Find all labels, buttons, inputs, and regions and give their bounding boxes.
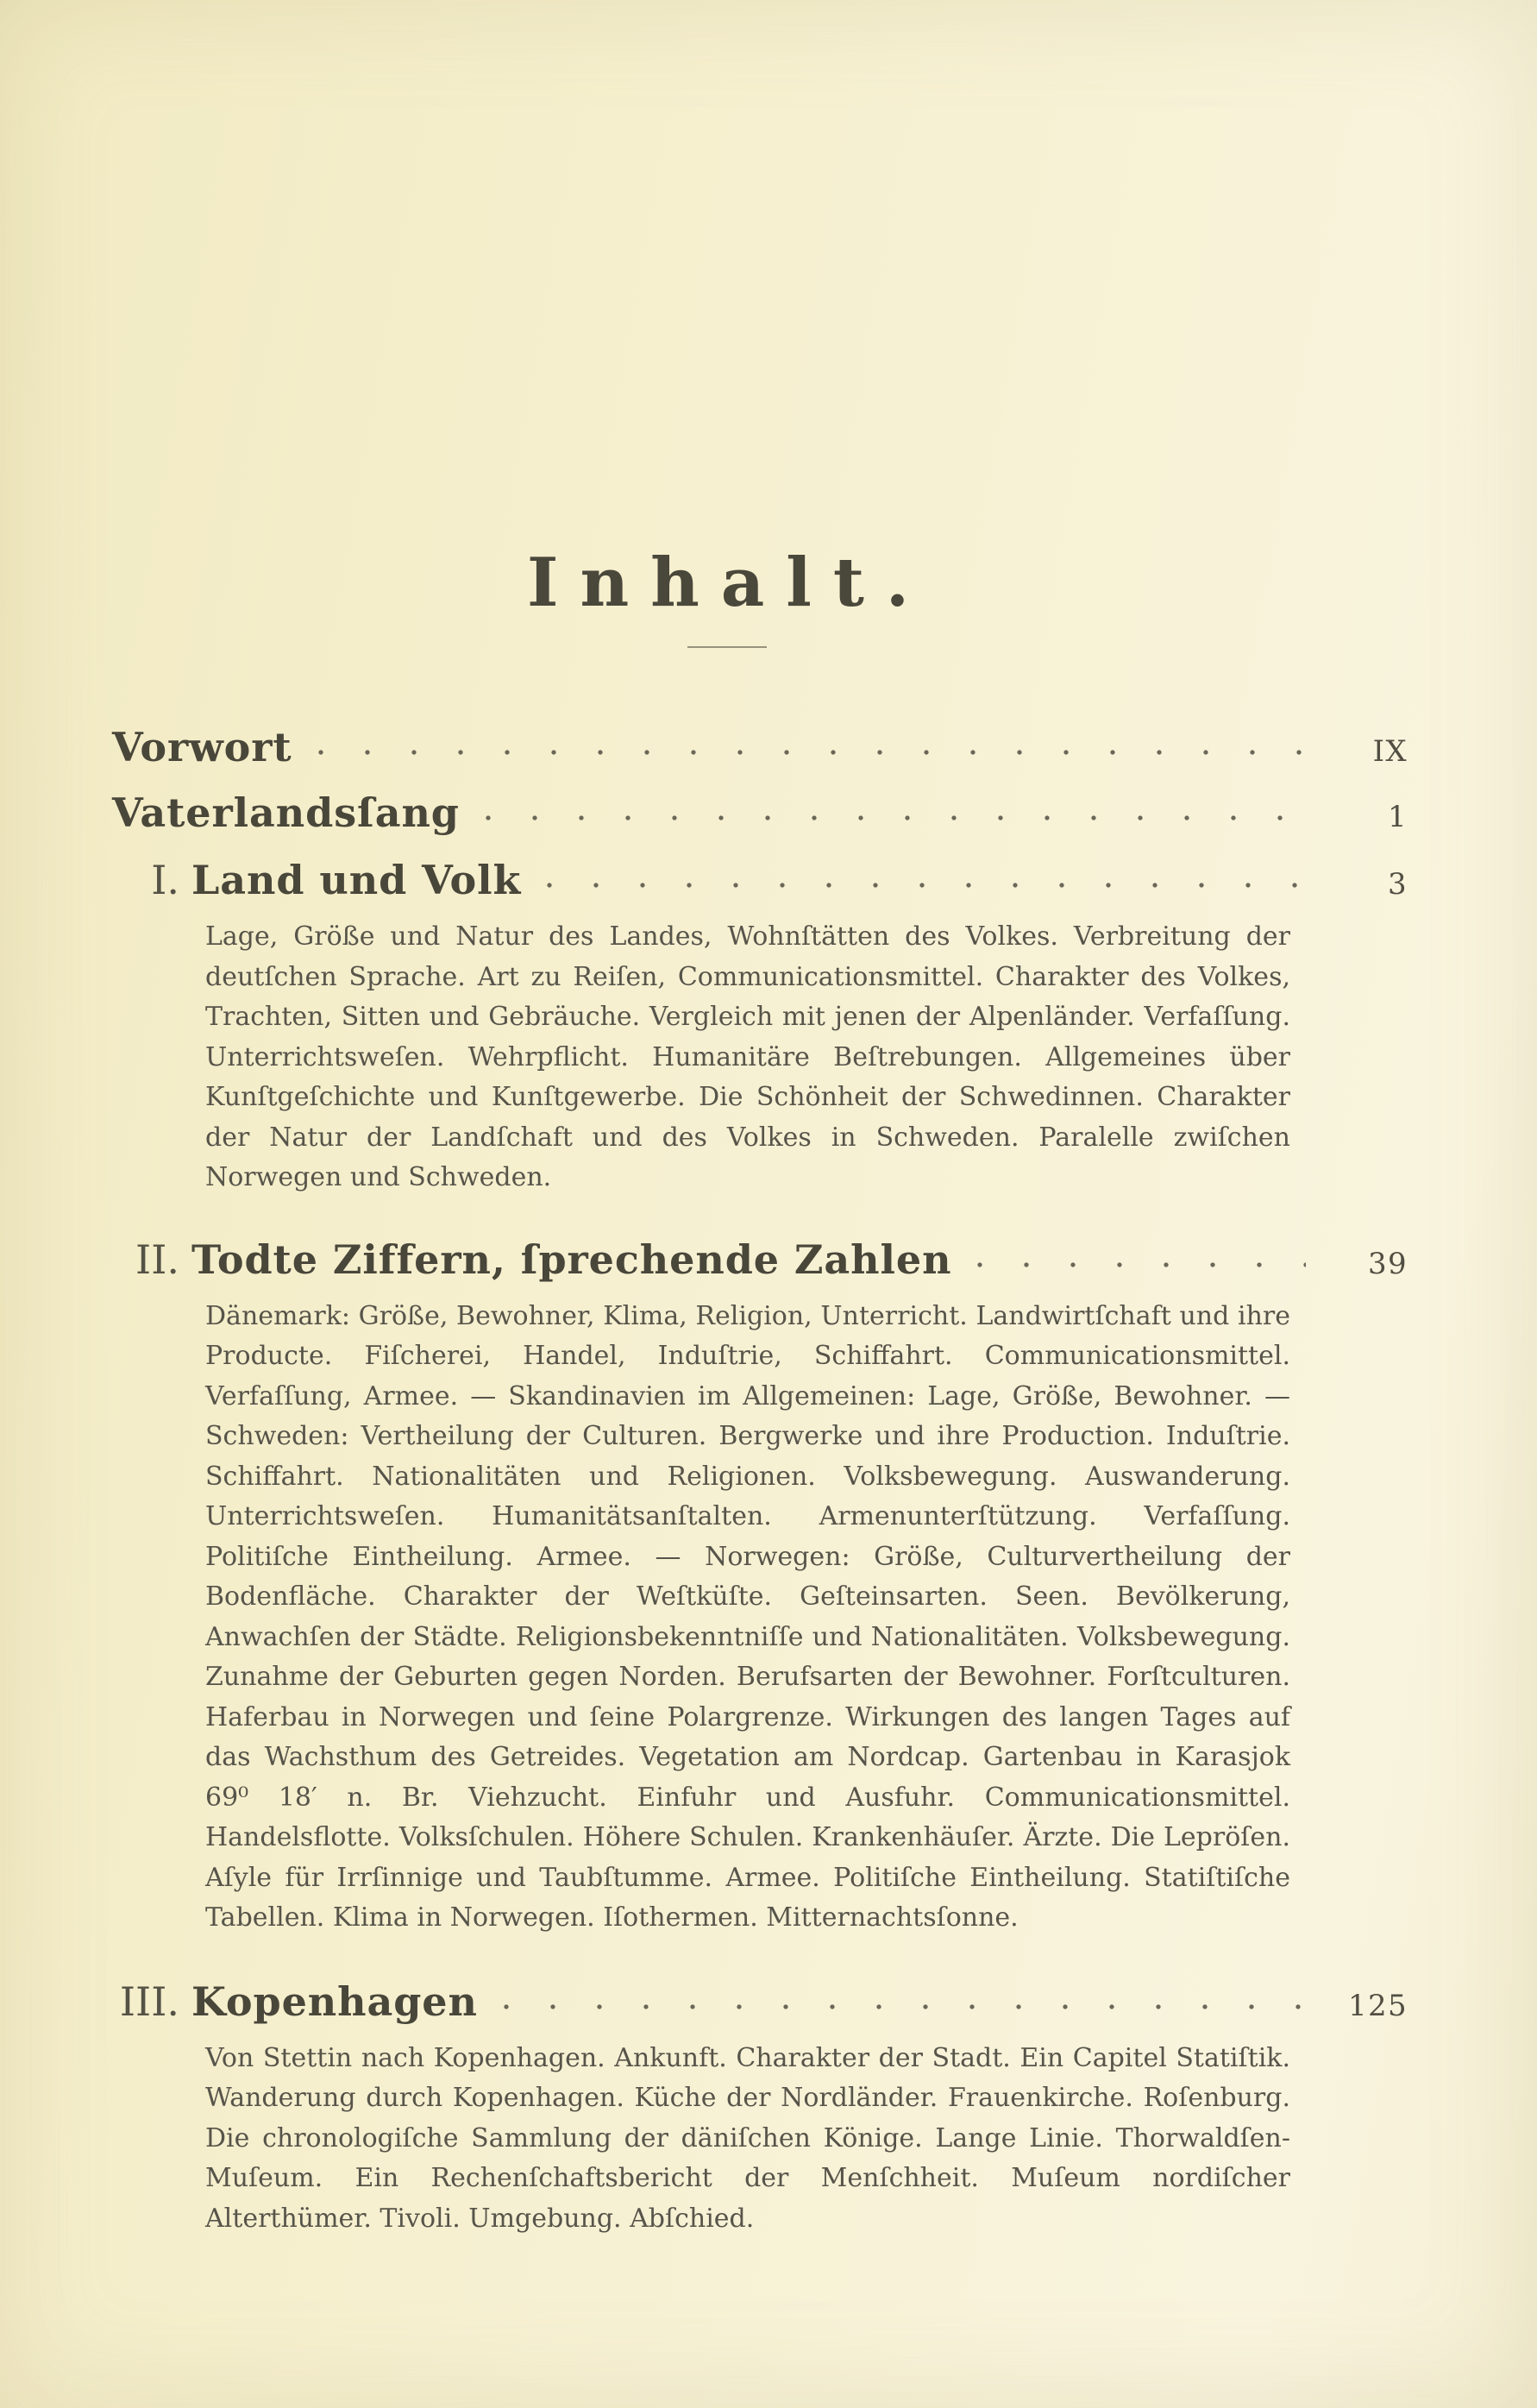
page-title: Inhalt. xyxy=(527,544,931,622)
toc-entry-head xyxy=(112,786,1408,839)
page-number: 125 xyxy=(1348,1988,1408,2023)
chapter-numeral: III. xyxy=(119,1977,179,2025)
toc-entry-land-und-volk xyxy=(112,853,1408,1198)
toc-entry-head xyxy=(112,853,1408,907)
toc-entry-vorwort xyxy=(112,720,1408,774)
chapter-title: Vaterlandsſang xyxy=(112,789,460,837)
dot-leader xyxy=(504,2004,1306,2009)
chapter-title: Kopenhagen xyxy=(191,1977,478,2025)
page-number: 39 xyxy=(1368,1246,1408,1281)
chapter-title: Todte Ziffern, ſprechende Zahlen xyxy=(191,1235,952,1283)
toc-entry-head xyxy=(112,720,1408,774)
chapter-title: Vorwort xyxy=(112,724,292,770)
dot-leader xyxy=(547,883,1306,888)
chapter-summary: Dänemark: Größe, Bewohner, Klima, Religion, Unterricht. Landwirtſchaft und ihre Producte. Fiſcherei, Handel, Induſtrie, Schiffahrt. Communicationsmittel. Verfaſſung, Armee. — Skandinavien im Allgemeinen: Lage, Größe, Bewohner. — Schweden: Vertheilung der Culturen. Bergwerke und ihre Production. Induſtrie. Schiffahrt. Nationalitäten und Religionen. Volksbewegung. Auswanderung. Unterrichtsweſen. Humanitätsanſtalten. Armenunterſtützung. Verfaſſung. Politiſche Eintheilung. Armee. — Norwegen: Größe, Culturvertheilung der Bodenfläche. Charakter der Weſtküſte. Geſteinsarten. Seen. Bevölkerung, Anwachſen der Städte. Religionsbekenntniſſe und Nationalitäten. Volksbewegung. Zunahme der Geburten gegen Norden. Berufsarten der Bewohner. Forſtculturen. Haferbau in Norwegen und ſeine Polargrenze. Wirkungen des langen Tages auf das Wachsthum des Getreides. Vegetation am Nordcap. Gartenbau in Karasjok 69⁰ 18′ n. Br. Viehzucht. Einfuhr und Ausfuhr. Communicationsmittel. Handelsflotte. Volksſchulen. Höhere Schulen. Krankenhäuſer. Ärzte. Die Lepröſen. Aſyle für Irrſinnige und Taubſtumme. Armee. Politiſche Eintheilung. Statiſtiſche Tabellen. Klima in Norwegen. Iſothermen. Mitternachtsſonne. xyxy=(205,1300,1290,1933)
dot-leader xyxy=(486,815,1306,820)
page-number: 3 xyxy=(1388,867,1408,902)
dot-leader xyxy=(318,750,1306,755)
page-number: 1 xyxy=(1388,800,1408,835)
table-of-contents xyxy=(112,720,1408,2239)
chapter-summary: Lage, Größe und Natur des Landes, Wohnſtätten des Volkes. Verbreitung der deutſchen Sprache. Art zu Reiſen, Communicationsmittel. Charakter des Volkes, Trachten, Sitten und Gebräuche. Vergleich mit jenen der Alpenländer. Verfaſſung. Unterrichtsweſen. Wehrpflicht. Humanitäre Beſtrebungen. Allgemeines über Kunſtgeſchichte und Kunſtgewerbe. Die Schönheit der Schwedinnen. Charakter der Natur der Landſchaft und des Volkes in Schweden. Paralelle zwiſchen Norwegen und Schweden. xyxy=(205,921,1290,1193)
toc-entry-head xyxy=(112,1233,1408,1286)
chapter-title: Land und Volk xyxy=(191,857,522,904)
toc-entry-todte-ziffern xyxy=(112,1233,1408,1939)
dot-leader xyxy=(977,1262,1306,1267)
toc-entry-kopenhagen xyxy=(112,1975,1408,2240)
chapter-summary: Von Stettin nach Kopenhagen. Ankunft. Charakter der Stadt. Ein Capitel Statiſtik. Wanderung durch Kopenhagen. Küche der Nordländer. Frauenkirche. Roſenburg. Die chronologiſche Sammlung der däniſchen Könige. Lange Linie. Thorwaldſen-Muſeum. Ein Rechenſchaftsbericht der Menſchheit. Muſeum nordiſcher Alterthümer. Tivoli. Umgebung. Abſchied. xyxy=(205,2042,1290,2234)
chapter-numeral: I. xyxy=(151,857,179,904)
chapter-numeral: II. xyxy=(135,1235,179,1283)
title-divider-rule xyxy=(687,646,767,648)
toc-entry-vaterlandssang xyxy=(112,786,1408,839)
toc-entry-head xyxy=(112,1975,1408,2028)
page-number: IX xyxy=(1372,734,1408,769)
